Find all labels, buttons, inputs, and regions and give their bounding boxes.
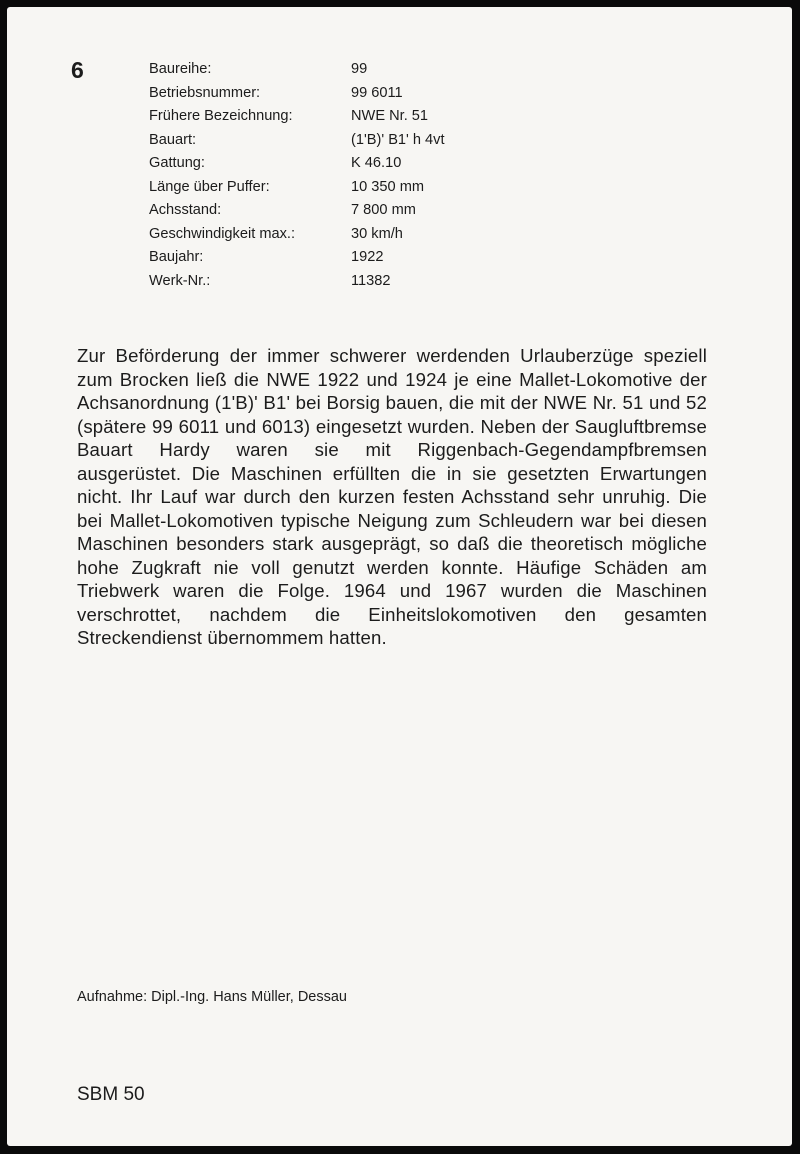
spec-row bbox=[149, 132, 445, 156]
spec-label: Betriebsnummer: bbox=[149, 84, 261, 101]
spec-table bbox=[149, 61, 445, 296]
spec-label: Achsstand: bbox=[149, 202, 222, 218]
spec-row bbox=[149, 179, 445, 203]
spec-value: 1922 bbox=[351, 249, 384, 265]
spec-label: Geschwindigkeit max.: bbox=[149, 225, 295, 242]
spec-row bbox=[149, 155, 445, 179]
spec-row bbox=[149, 202, 445, 226]
spec-row bbox=[149, 61, 445, 85]
photo-credit: Aufnahme: Dipl.-Ing. Hans Müller, Dessau bbox=[77, 989, 347, 1005]
spec-label: Bauart: bbox=[149, 131, 197, 148]
series-code: SBM 50 bbox=[77, 1084, 145, 1105]
spec-row bbox=[149, 273, 445, 297]
spec-row bbox=[149, 108, 445, 132]
spec-value: K 46.10 bbox=[351, 155, 402, 171]
spec-row bbox=[149, 249, 445, 273]
spec-label: Gattung: bbox=[149, 155, 205, 171]
spec-row bbox=[149, 85, 445, 109]
spec-label: Baujahr: bbox=[149, 249, 204, 265]
spec-value: 7 800 mm bbox=[351, 202, 416, 218]
spec-label: Länge über Puffer: bbox=[149, 178, 270, 195]
description-text: Zur Beförderung der immer schwerer werdenden Urlauberzüge speziell zum Brocken ließ die NWE 1922 und 1924 je eine Mallet-Lokomotive der Achsanordnung (1'B)' B1' bei Borsig bauen, die mit der NWE Nr. 51 und 52 (spätere 99 6011 und 6013) eingesetzt wurden. Neben der Saugluftbremse Bauart Hardy waren sie mit Riggenbach-Gegendampfbremsen ausgerüstet. Die Maschinen erfüllten die in sie gesetzten Erwartungen nicht. Ihr Lauf war durch den kurzen festen Achsstand sehr unruhig. Die bei Mallet-Lokomotiven typische Neigung zum Schleudern war bei diesen Maschinen besonders stark ausgeprägt, so daß die theoretisch mögliche hohe Zugkraft nie voll genutzt werden konnte. Häufige Schäden am Triebwerk waren die Folge. 1964 und 1967 wurden die Maschinen verschrottet, nachdem die Einheitslokomotiven den gesamten Streckendienst übernommem hatten. bbox=[77, 345, 707, 648]
spec-row bbox=[149, 226, 445, 250]
spec-value: NWE Nr. 51 bbox=[351, 108, 429, 124]
spec-value: 99 6011 bbox=[351, 84, 403, 101]
spec-label: Baureihe: bbox=[149, 61, 212, 77]
card-number: 6 bbox=[71, 57, 84, 83]
spec-value: (1'B)' B1' h 4vt bbox=[351, 131, 445, 148]
postcard-back bbox=[7, 7, 792, 1146]
spec-label: Werk-Nr.: bbox=[149, 272, 211, 289]
spec-value: 11382 bbox=[351, 272, 391, 289]
spec-value: 10 350 mm bbox=[351, 178, 425, 195]
spec-table-body bbox=[149, 61, 445, 296]
spec-label: Frühere Bezeichnung: bbox=[149, 108, 293, 124]
spec-value: 99 bbox=[351, 61, 368, 77]
spec-value: 30 km/h bbox=[351, 225, 403, 242]
